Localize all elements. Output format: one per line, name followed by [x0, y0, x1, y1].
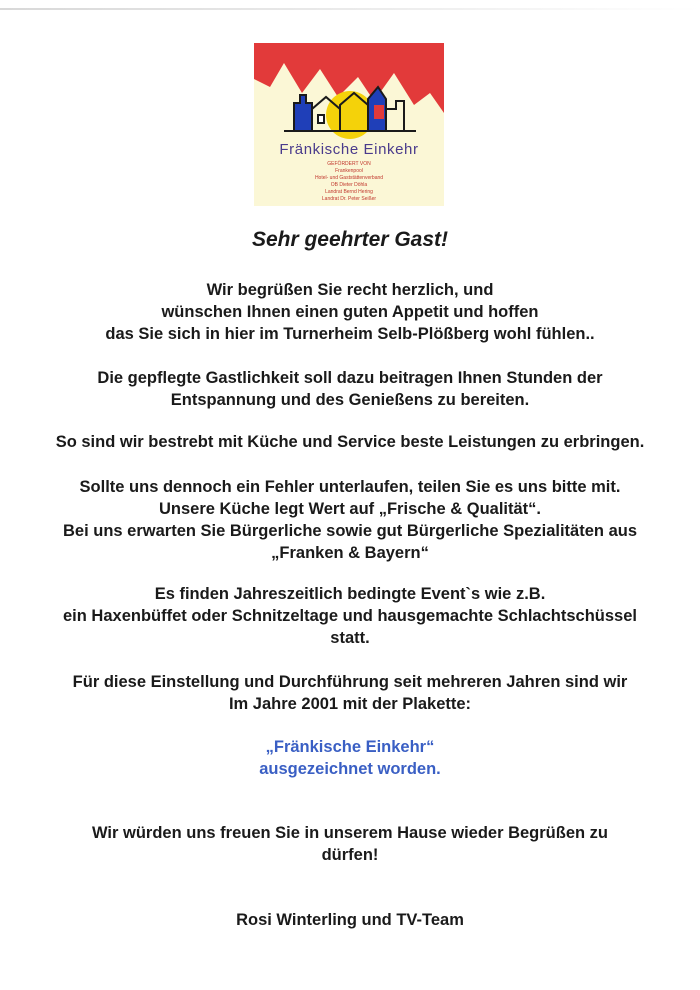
logo-fraenkische-einkehr [254, 43, 444, 206]
signature-text: Rosi Winterling und TV-Team [236, 911, 464, 929]
text-line: Unsere Küche legt Wert auf „Frische & Qualität“. [158, 500, 542, 518]
award-text [0, 736, 700, 780]
text-line: So sind wir bestrebt mit Küche und Service beste Leistungen zu erbringen. [55, 433, 645, 451]
logo-subtitle-line: Landrat Dr. Peter Seißer [321, 196, 377, 202]
award-line: ausgezeichnet worden. [259, 760, 441, 778]
logo-title: Fränkische Einkehr [279, 141, 419, 158]
text-line: Entspannung und des Genießens zu bereiten. [170, 391, 530, 409]
text-line: Bei uns erwarten Sie Bürgerliche sowie gut Bürgerliche Spezialitäten aus [63, 522, 637, 540]
logo-subtitle-line: OB Dieter Döhla [330, 182, 368, 188]
text-line: Wir würden uns freuen Sie in unserem Hause wieder Begrüßen zu [91, 824, 609, 842]
logo-subtitle-line: Frankenpool [335, 168, 363, 174]
text-line: Es finden Jahreszeitlich bedingte Event`s wie z.B. [154, 585, 546, 603]
logo-subtitle [254, 161, 444, 203]
paragraph-welcome [0, 279, 700, 345]
paragraph-quality [0, 476, 700, 564]
text-line: Im Jahre 2001 mit der Plakette: [228, 695, 472, 713]
logo-subtitle-line: Hotel- und Gaststättenverband [314, 175, 384, 181]
paragraph-service [0, 431, 700, 453]
paragraph-plaque [0, 671, 700, 715]
text-line: Wir begrüßen Sie recht herzlich, und [206, 281, 494, 299]
text-line: Sollte uns dennoch ein Fehler unterlaufen, teilen Sie es uns bitte mit. [79, 478, 621, 496]
text-line: Für diese Einstellung und Durchführung seit mehreren Jahren sind wir [72, 673, 628, 691]
text-line: ein Haxenbüffet oder Schnitzeltage und hausgemachte Schlachtschüssel [63, 607, 637, 625]
scan-edge [0, 8, 700, 10]
text-line: das Sie sich in hier im Turnerheim Selb-Plößberg wohl fühlen.. [105, 325, 595, 343]
paragraph-events [0, 583, 700, 649]
text-line: statt. [330, 629, 370, 647]
text-line: „Franken & Bayern“ [271, 544, 429, 562]
closing-paragraph [0, 822, 700, 866]
logo-subtitle-line: Landrat Bernd Hering [325, 189, 373, 195]
text-line: wünschen Ihnen einen guten Appetit und hoffen [161, 303, 539, 321]
text-line: Die gepflegte Gastlichkeit soll dazu beitragen Ihnen Stunden der [97, 369, 603, 387]
logo-subtitle-line: GEFÖRDERT VON [327, 161, 371, 167]
text-line: dürfen! [321, 846, 379, 864]
signature [0, 909, 700, 931]
greeting-heading: Sehr geehrter Gast! [251, 228, 449, 251]
paragraph-hospitality [0, 367, 700, 411]
award-line: „Fränkische Einkehr“ [265, 738, 435, 756]
